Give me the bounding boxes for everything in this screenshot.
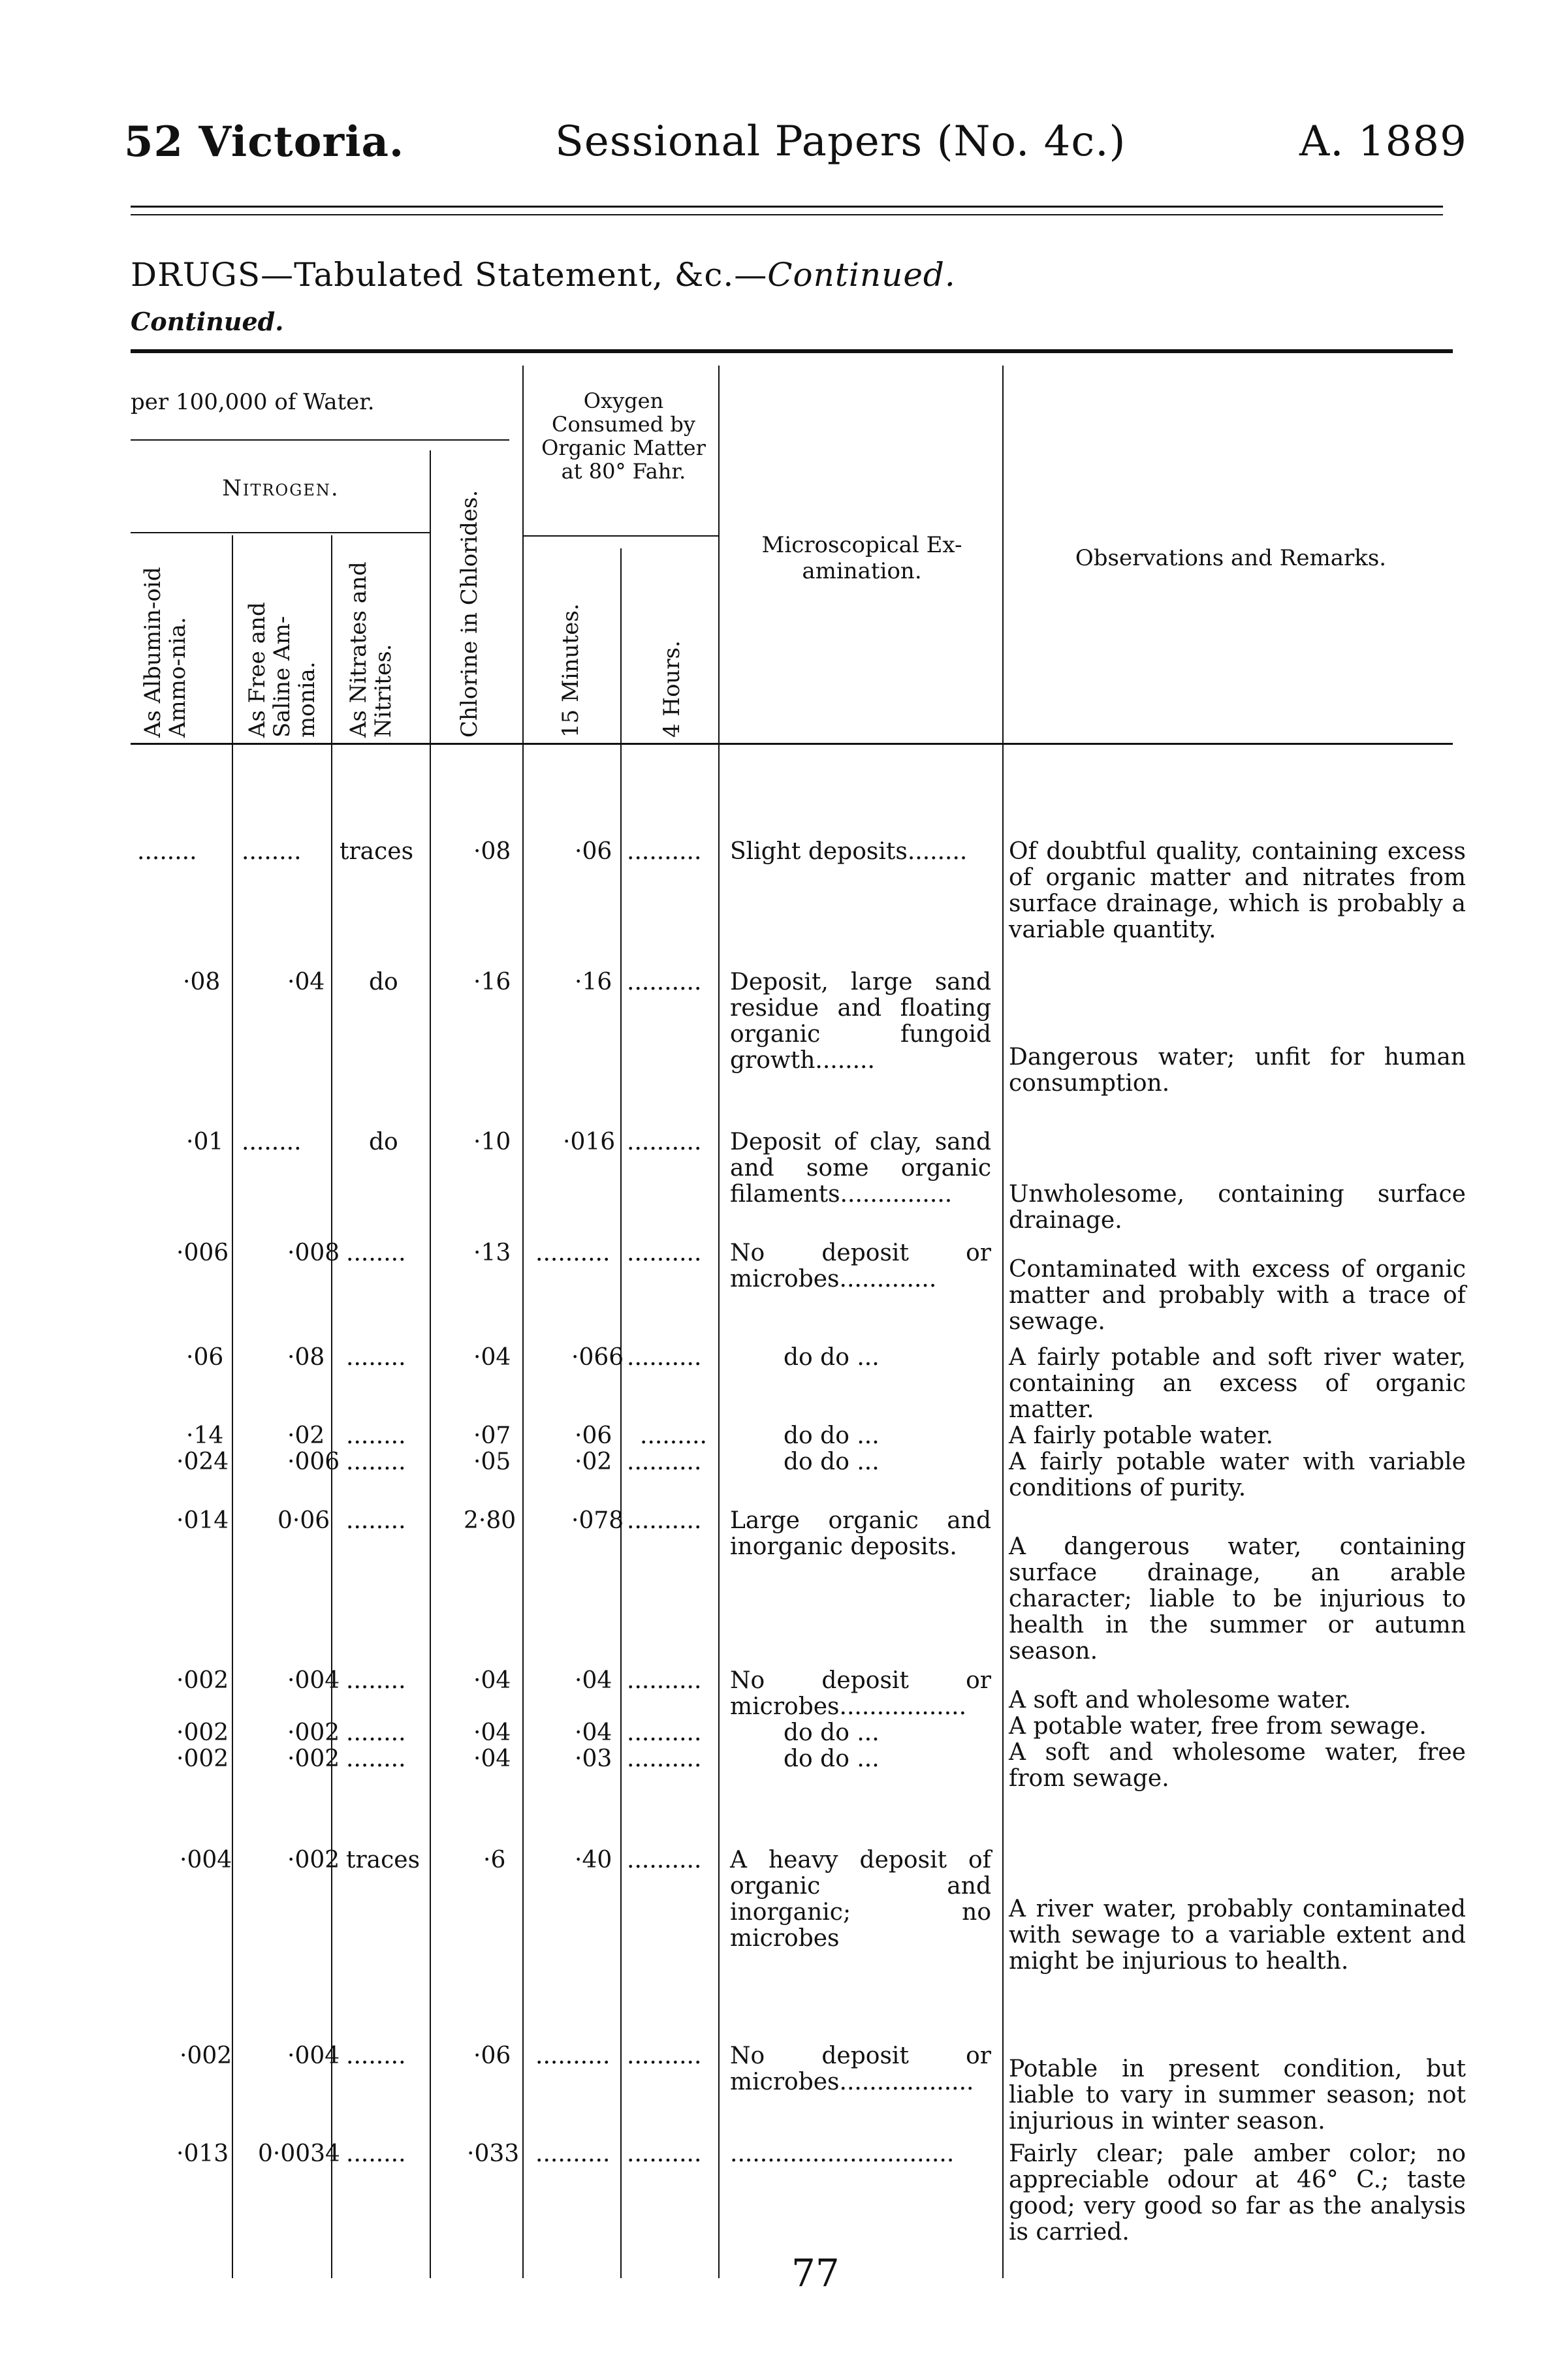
subtitle: Continued. — [131, 307, 284, 336]
r11-free: ·002 — [287, 1746, 340, 1772]
r4-nitrates: ........ — [346, 1240, 406, 1266]
r3-min15: ·016 — [563, 1129, 616, 1155]
r13-min15: .......... — [535, 2043, 610, 2069]
r7-min15: ·02 — [575, 1448, 612, 1475]
r12-micro: A heavy deposit of organic and inorganic; no microbes — [730, 1847, 991, 1952]
r5-hours4: .......... — [627, 1344, 702, 1371]
r1-obs: Of doubtful quality, containing excess of organic matter and nitrates from surface drainage, which is probably a variable quantity. — [1009, 838, 1466, 943]
header-rule-top — [131, 206, 1443, 208]
r2-min15: ·16 — [575, 969, 612, 995]
r14-micro: .............................. — [730, 2140, 955, 2167]
r11-obs: A soft and wholesome water, free from sewage. — [1009, 1739, 1466, 1792]
r10-free: ·002 — [287, 1719, 340, 1746]
r3-chlorine: ·10 — [473, 1129, 511, 1155]
col-sep-3 — [430, 450, 431, 2278]
r5-free: ·08 — [287, 1344, 325, 1371]
r4-hours4: .......... — [627, 1240, 702, 1266]
r14-chlorine: ·033 — [467, 2140, 520, 2167]
r8-albuminoid: ·014 — [176, 1507, 229, 1534]
r14-albuminoid: ·013 — [176, 2140, 229, 2167]
r8-hours4: .......... — [627, 1507, 702, 1534]
water-underline — [131, 439, 509, 441]
r7-hours4: .......... — [627, 1448, 702, 1475]
r1-micro: Slight deposits........ — [730, 838, 968, 865]
r7-chlorine: ·05 — [473, 1448, 511, 1475]
r11-nitrates: ........ — [346, 1746, 406, 1772]
r13-micro: No deposit or microbes.................. — [730, 2043, 991, 2095]
r2-hours4: .......... — [627, 969, 702, 995]
r8-nitrates: ........ — [346, 1507, 406, 1534]
page-number: 77 — [791, 2251, 840, 2295]
r1-hours4: .......... — [627, 838, 702, 865]
r5-micro: do do ... — [784, 1344, 880, 1371]
r6-free: ·02 — [287, 1422, 325, 1449]
table-top-rule — [131, 349, 1453, 353]
r13-obs: Potable in present condition, but liable to vary in summer season; not injurious in winter season. — [1009, 2056, 1466, 2135]
r2-micro: Deposit, large sand residue and floating organic fungoid growth........ — [730, 969, 991, 1074]
r6-obs: A fairly potable water. — [1009, 1422, 1273, 1449]
r8-free: 0·06 — [278, 1507, 330, 1534]
r10-chlorine: ·04 — [473, 1719, 511, 1746]
r9-obs: A soft and wholesome water. — [1009, 1687, 1352, 1714]
r10-min15: ·04 — [575, 1719, 612, 1746]
r6-micro: do do ... — [784, 1422, 880, 1449]
r14-hours4: .......... — [627, 2140, 702, 2167]
r2-free: ·04 — [287, 969, 325, 995]
r13-nitrates: ........ — [346, 2043, 406, 2069]
r5-obs: A fairly potable and soft river water, containing an excess of organic matter. — [1009, 1344, 1466, 1423]
albuminoid-heading: As Albumin-oid Ammo-nia. — [140, 567, 191, 738]
r10-albuminoid: ·002 — [176, 1719, 229, 1746]
r3-obs: Unwholesome, containing surface drainage. — [1009, 1181, 1466, 1234]
r2-nitrates: do — [369, 969, 398, 995]
title-continued: Continued. — [767, 256, 956, 294]
col-sep-5 — [620, 548, 622, 2278]
r14-obs: Fairly clear; pale amber color; no appreciable odour at 46° C.; taste good; very good so far as the analysis is carried. — [1009, 2140, 1466, 2246]
r14-nitrates: ........ — [346, 2140, 406, 2167]
per-water-heading: per 100,000 of Water. — [131, 389, 375, 415]
r2-chlorine: ·16 — [473, 969, 511, 995]
obs-heading: Observations and Remarks. — [1075, 545, 1387, 571]
r1-min15: ·06 — [575, 838, 612, 865]
r9-nitrates: ........ — [346, 1667, 406, 1694]
r4-free: ·008 — [287, 1240, 340, 1266]
r3-free: ........ — [242, 1129, 302, 1155]
r11-hours4: .......... — [627, 1746, 702, 1772]
r9-free: ·004 — [287, 1667, 340, 1694]
col-sep-4 — [522, 366, 524, 2278]
r14-free: 0·0034 — [258, 2140, 340, 2167]
r12-nitrates: traces — [346, 1847, 420, 1873]
r11-albuminoid: ·002 — [176, 1746, 229, 1772]
r9-albuminoid: ·002 — [176, 1667, 229, 1694]
r7-micro: do do ... — [784, 1448, 880, 1475]
r1-albuminoid: ........ — [137, 838, 197, 865]
col-sep-1 — [232, 535, 233, 2278]
r4-chlorine: ·13 — [473, 1240, 511, 1266]
r5-nitrates: ........ — [346, 1344, 406, 1371]
r9-min15: ·04 — [575, 1667, 612, 1694]
r5-albuminoid: ·06 — [186, 1344, 224, 1371]
r2-albuminoid: ·08 — [183, 969, 221, 995]
r6-hours4: ......... — [640, 1422, 707, 1449]
free-saline-heading: As Free and Saline Am-monia. — [244, 602, 320, 738]
r12-obs: A river water, probably contaminated with sewage to a variable extent and might be injurious to health. — [1009, 1896, 1466, 1975]
r12-min15: ·40 — [575, 1847, 612, 1873]
r7-obs: A fairly potable water with variable conditions of purity. — [1009, 1448, 1466, 1501]
col-sep-7 — [1002, 366, 1004, 2278]
header-center: Sessional Papers (No. 4c.) — [555, 117, 1126, 166]
r8-min15: ·078 — [571, 1507, 624, 1534]
header-right: A. 1889 — [1299, 117, 1467, 166]
r11-min15: ·03 — [575, 1746, 612, 1772]
chlorine-heading: Chlorine in Chlorides. — [456, 490, 483, 738]
r6-chlorine: ·07 — [473, 1422, 511, 1449]
r10-obs: A potable water, free from sewage. — [1009, 1713, 1427, 1740]
r6-nitrates: ........ — [346, 1422, 406, 1449]
header-bottom-rule — [131, 743, 1453, 745]
r8-micro: Large organic and inorganic deposits. — [730, 1507, 991, 1560]
oxygen-underline — [522, 535, 718, 537]
r12-albuminoid: ·004 — [180, 1847, 232, 1873]
r10-micro: do do ... — [784, 1719, 880, 1746]
r9-chlorine: ·04 — [473, 1667, 511, 1694]
r7-free: ·006 — [287, 1448, 340, 1475]
r7-nitrates: ........ — [346, 1448, 406, 1475]
r12-free: ·002 — [287, 1847, 340, 1873]
r5-min15: ·066 — [571, 1344, 624, 1371]
r12-hours4: .......... — [627, 1847, 702, 1873]
col-sep-2 — [331, 535, 332, 2278]
r3-hours4: .......... — [627, 1129, 702, 1155]
r12-chlorine: ·6 — [483, 1847, 506, 1873]
r4-micro: No deposit or microbes............. — [730, 1240, 991, 1292]
r13-hours4: .......... — [627, 2043, 702, 2069]
r4-albuminoid: ·006 — [176, 1240, 229, 1266]
r1-free: ........ — [242, 838, 302, 865]
r10-nitrates: ........ — [346, 1719, 406, 1746]
r3-nitrates: do — [369, 1129, 398, 1155]
r1-nitrates: traces — [340, 838, 414, 865]
r9-micro: No deposit or microbes................. — [730, 1667, 991, 1720]
r11-micro: do do ... — [784, 1746, 880, 1772]
table-title — [131, 256, 956, 294]
nitrogen-underline — [131, 532, 431, 533]
r4-obs: Contaminated with excess of organic matter and probably with a trace of sewage. — [1009, 1256, 1466, 1335]
r8-chlorine: 2·80 — [464, 1507, 516, 1534]
r10-hours4: .......... — [627, 1719, 702, 1746]
r7-albuminoid: ·024 — [176, 1448, 229, 1475]
r13-chlorine: ·06 — [473, 2043, 511, 2069]
header-rule-bottom — [131, 214, 1443, 215]
oxygen-heading: Oxygen Consumed by Organic Matter at 80° Fahr. — [541, 388, 706, 484]
r6-albuminoid: ·14 — [186, 1422, 224, 1449]
col-sep-6 — [718, 366, 720, 2278]
header-left: 52 Victoria. — [124, 117, 405, 166]
minutes15-heading: 15 Minutes. — [558, 603, 584, 738]
title-main: DRUGS—Tabulated Statement, &c.— — [131, 256, 768, 294]
hours4-heading: 4 Hours. — [659, 640, 685, 738]
r6-min15: ·06 — [575, 1422, 612, 1449]
r9-hours4: .......... — [627, 1667, 702, 1694]
r5-chlorine: ·04 — [473, 1344, 511, 1371]
r4-min15: .......... — [535, 1240, 610, 1266]
nitrates-heading: As Nitrates and Nitrites. — [345, 561, 396, 738]
r3-micro: Deposit of clay, sand and some organic filaments............... — [730, 1129, 991, 1208]
nitrogen-heading: Nitrogen. — [222, 475, 340, 501]
micro-heading: Microscopical Ex-amination. — [761, 532, 962, 584]
r14-min15: .......... — [535, 2140, 610, 2167]
r8-obs: A dangerous water, containing surface drainage, an arable character; liable to be injurious to health in the summer or autumn season. — [1009, 1533, 1466, 1665]
r2-obs: Dangerous water; unfit for human consumption. — [1009, 1044, 1466, 1097]
r1-chlorine: ·08 — [473, 838, 511, 865]
r13-free: ·004 — [287, 2043, 340, 2069]
r13-albuminoid: ·002 — [180, 2043, 232, 2069]
r3-albuminoid: ·01 — [186, 1129, 224, 1155]
r11-chlorine: ·04 — [473, 1746, 511, 1772]
